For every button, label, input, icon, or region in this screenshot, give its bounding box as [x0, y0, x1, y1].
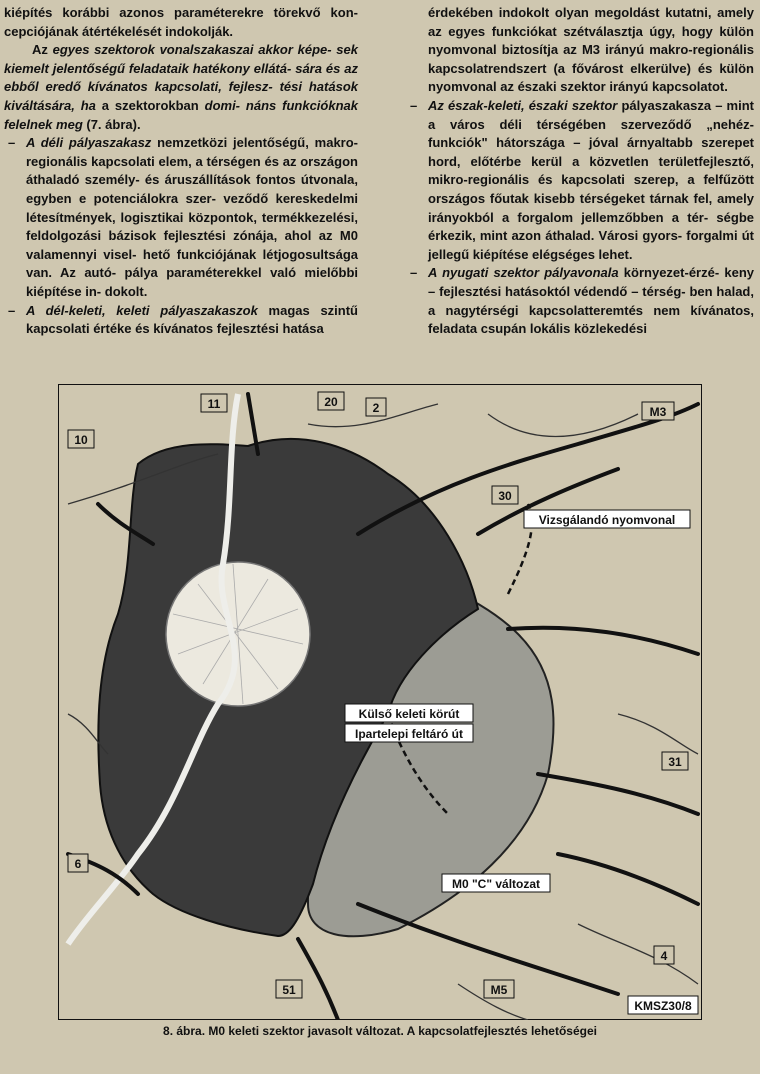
text-line: cepciójának átértékelését indokolják. [4, 23, 234, 39]
text-run: (7. ábra). [82, 116, 141, 132]
text-run: Az [32, 42, 53, 58]
road-number: 20 [324, 395, 338, 409]
road-number: M3 [649, 405, 667, 419]
road-number: 4 [660, 949, 668, 963]
emphasis-text: domi- náns funkcióknak felelnek meg [4, 97, 358, 132]
emphasis-text: A dél-keleti, keleti pályaszakaszok [26, 302, 258, 318]
left-text-column [4, 4, 358, 339]
emphasis-text: egyes szektorok vonalszakaszai akkor képe- sek kiemelt jelentőségű feladataik hatékony ellátá- sára és az ebből eredő kívánatos kapcsolati, fejlesz- tési hatások kiváltására, ha [4, 42, 358, 113]
paragraph [4, 41, 358, 134]
paragraph: érdekében indokolt olyan megoldást kutatni, amely az egyes funkciókat szétválasztja úgy, hogy külön nyomvonal biztosítja az M3 irányú makro-regionális kapcsolatrendszert (a fővárost elkerülve) és külön nyomvonal az északi szektor irányú kapcsolatot. [428, 5, 754, 95]
text-run: pályaszakasza – mint a város déli térségében szerveződő „nehéz- funkciók" hátországa – jóval árnyaltabb szerepet hord, előtérbe kerül a közvetlen területfejlesztő, mikro-regionális és kapcsolati szerep, a felfűzött országos főutak kisebb térségeket tárnak fel, amely irányokból a forgalom jellemzőbben a tér- ségbe érkezik, mint azon áthalad. Városi gyors- forgalmi út jellegű kiépítése elégséges lehet. [428, 97, 754, 262]
road-number: 10 [74, 433, 88, 447]
label-vizsgalando: Vizsgálandó nyomvonal [538, 513, 676, 527]
dash-marker: – [8, 135, 16, 151]
text-run: a szektorokban [95, 97, 205, 113]
road-number: 2 [372, 401, 380, 415]
emphasis-text: A nyugati szektor pályavonala [428, 265, 619, 281]
bullet-item [4, 302, 358, 339]
text-run: nemzetközi jelentőségű, makro-regionális kapcsolati elem, a térségen és az országon áthaladó személy- és áruszállítások fontos útvonala, egyben e potenciálokra szer- veződő kereskedelmi létesítmények, logisztikai központok, termékkezelési, feldolgozási bázisok fejlesztési zónája, ahol az M0 valamennyi visel- hető funkciójának létjogosultsága van. Az autó- pálya paraméterekkel való mielőbbi kiépítése in- dokolt. [26, 135, 358, 299]
text-run: környezet-érzé- keny – fejlesztési hatásoktól védendő – térség- ben halad, a nagytérségi kapcsolatteremtés nem kívánatos, feladata csupán lokális közlekedési [428, 265, 754, 337]
road-number: 31 [668, 755, 682, 769]
label-kulso-korut: Külső keleti körút [358, 707, 460, 721]
road-number: 11 [207, 397, 221, 411]
road-number: 51 [282, 983, 296, 997]
road-number: 30 [498, 489, 512, 503]
road-number: 6 [74, 857, 82, 871]
bullet-item [4, 134, 358, 301]
road-number: M5 [490, 983, 508, 997]
figure-caption: 8. ábra. M0 keleti szektor javasolt változat. A kapcsolatfejlesztés lehetőségei [163, 1024, 597, 1038]
emphasis-text: A déli pályaszakasz [26, 135, 152, 151]
text-line: kiépítés korábbi azonos paraméterekre törekvő kon- [4, 5, 358, 20]
dash-marker: – [8, 302, 16, 318]
text-run: magas szintű kapcsolati értéke és kívánatos fejlesztési hatása [26, 302, 359, 337]
emphasis-text: Az észak-keleti, északi szektor [428, 97, 618, 113]
label-m0c: M0 "C" változat [451, 877, 541, 891]
right-text-column [406, 4, 754, 339]
dash-marker: – [410, 97, 418, 113]
bullet-item [406, 97, 754, 264]
label-ipartelepi: Ipartelepi feltáró út [354, 727, 464, 741]
paragraph [4, 4, 358, 41]
map-figure [58, 384, 702, 1020]
bullet-item [406, 264, 754, 338]
dash-marker: – [410, 265, 418, 281]
figure-code: KMSZ30/8 [634, 999, 692, 1013]
